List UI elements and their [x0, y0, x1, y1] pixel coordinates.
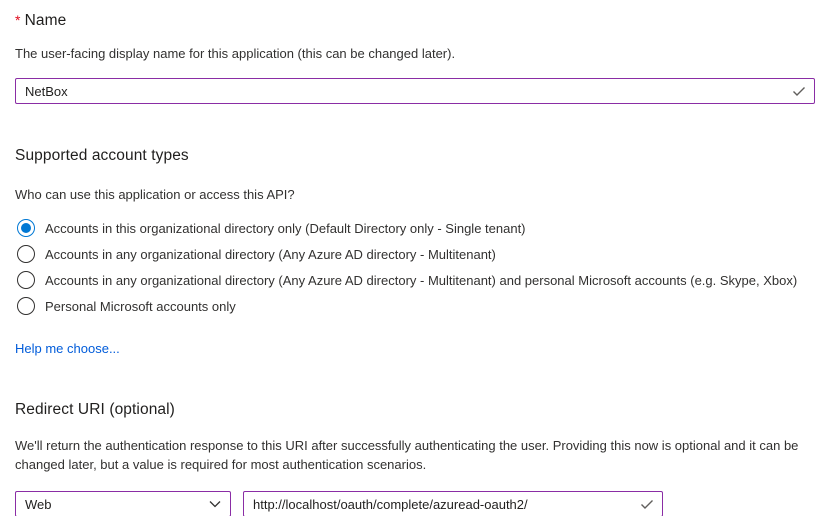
redirect-uri-section — [15, 401, 815, 516]
redirect-uri-description: We'll return the authentication response to this URI after successfully authenticating the user. Providing this now is optional and it can be changed later, but a value is required for most authentication scenarios. — [15, 438, 799, 472]
supported-account-types-title: Supported account types — [15, 147, 189, 164]
radio-button-icon[interactable] — [17, 245, 35, 263]
chevron-down-icon — [208, 497, 222, 511]
radio-button-icon[interactable] — [17, 271, 35, 289]
radio-personal-only[interactable] — [15, 293, 815, 319]
platform-select-value: Web — [25, 496, 52, 512]
help-me-choose-link[interactable]: Help me choose... — [15, 341, 120, 356]
radio-label: Accounts in this organizational directory only (Default Directory only - Single tenant) — [45, 220, 526, 236]
redirect-uri-controls — [15, 491, 815, 516]
radio-label: Personal Microsoft accounts only — [45, 298, 236, 314]
account-type-radio-group — [15, 215, 815, 319]
name-input-container — [15, 78, 815, 104]
name-label: Name — [24, 12, 67, 29]
name-description: The user-facing display name for this application (this can be changed later). — [15, 46, 456, 61]
name-section-title — [15, 12, 815, 30]
radio-label: Accounts in any organizational directory (Any Azure AD directory - Multitenant) — [45, 246, 496, 262]
required-asterisk: * — [15, 12, 21, 28]
radio-multitenant[interactable] — [15, 241, 815, 267]
radio-button-icon[interactable] — [17, 219, 35, 237]
supported-account-types-section — [15, 147, 815, 358]
radio-single-tenant[interactable] — [15, 215, 815, 241]
radio-button-icon[interactable] — [17, 297, 35, 315]
account-types-question: Who can use this application or access this API? — [15, 187, 295, 202]
redirect-uri-title: Redirect URI (optional) — [15, 401, 175, 418]
redirect-uri-input[interactable] — [244, 492, 662, 516]
platform-select[interactable] — [15, 491, 231, 516]
name-section — [15, 12, 815, 104]
radio-label: Accounts in any organizational directory (Any Azure AD directory - Multitenant) and personal Microsoft accounts (e.g. Skype, Xbox) — [45, 272, 798, 288]
redirect-uri-input-container — [243, 491, 663, 516]
radio-multitenant-personal[interactable] — [15, 267, 815, 293]
name-input[interactable] — [16, 79, 814, 103]
